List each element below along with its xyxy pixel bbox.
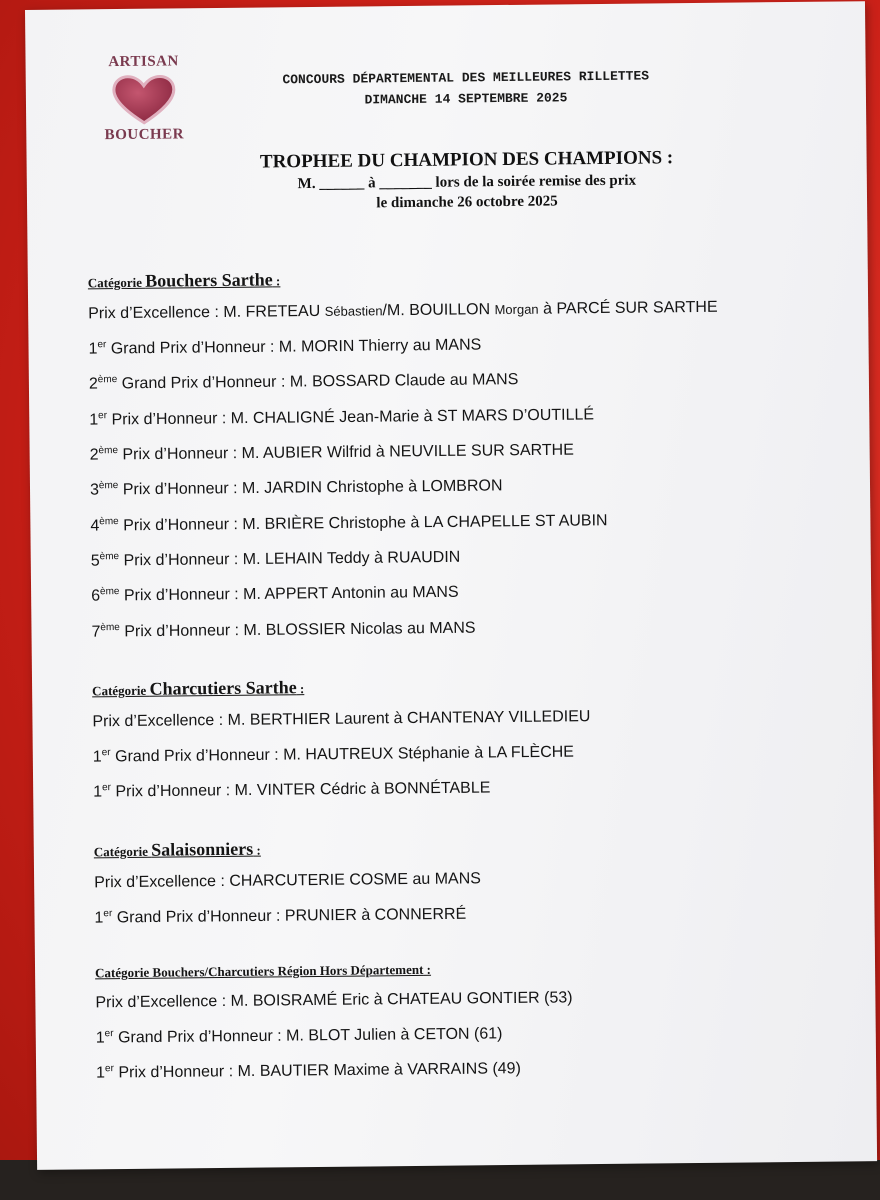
rank-suffix: ème [99,551,120,563]
award-text: Grand Prix d’Honneur : [106,338,279,358]
rank-suffix: er [104,1028,114,1040]
award-text: M. BLOSSIER Nicolas au MANS [243,619,476,639]
category-heading [95,957,855,981]
category-name: Salaisonniers [151,838,254,860]
award-text: 2 [88,375,98,394]
award-text: M. VINTER Cédric à BONNÉTABLE [234,779,491,800]
award-text: 3 [89,481,100,499]
results-list [88,263,857,1121]
award-text: 5 [90,552,100,570]
award-text: M. MORIN Thierry au MANS [278,336,482,356]
award-text: M. BAUTIER Maxime à VARRAINS (49) [237,1060,521,1081]
category-name: Charcutiers Sarthe [149,677,297,699]
contest-date: DIMANCHE 14 SEPTEMBRE 2025 [364,90,568,108]
award-text: M. BOSSARD Claude au MANS [289,371,519,391]
trophy-block [166,145,767,215]
category-section [95,957,856,1089]
award-text: Prix d’Excellence : [95,992,231,1012]
award-entry [94,890,854,933]
award-text: /M. BOUILLON [382,301,495,320]
award-text: 6 [91,587,101,605]
award-text: M. APPERT Antonin au MANS [243,584,459,604]
rank-suffix: er [102,782,112,794]
award-entry [96,1046,856,1089]
award-text: M. BLOT Julien à CETON (61) [286,1025,503,1045]
award-text: Prix d’Honneur : [117,445,242,464]
award-text: Prix d’Honneur : [119,551,243,570]
rank-suffix: er [101,747,111,759]
award-text: Prix d’Honneur : [110,782,235,801]
award-text: M. FRETEAU [223,302,325,321]
award-text: : [253,842,261,858]
award-text: PRUNIER à CONNERRÉ [284,905,467,925]
logo-bottom-word: BOUCHER [104,126,185,144]
rank-suffix: er [104,1063,114,1075]
award-text: : [423,961,432,977]
award-text: Prix d’Honneur : [118,480,243,499]
award-text: Catégorie [87,274,146,291]
award-text: 1 [89,411,99,429]
award-text: Prix d’Honneur : [119,586,244,605]
category-name: Bouchers/Charcutiers Région Hors Département [152,961,424,980]
award-text: Sébastien [324,303,383,319]
award-text: M. BRIÈRE Christophe à LA CHAPELLE ST AUBIN [242,511,608,533]
rank-suffix: ème [98,445,119,457]
award-text: : [272,273,281,289]
category-name: Bouchers Sarthe [145,269,273,291]
category-section [92,671,853,808]
category-heading [94,832,854,861]
category-section [88,263,852,647]
award-text: Prix d’Excellence : [92,711,228,731]
rank-suffix: ème [97,374,118,386]
award-entry [93,765,853,808]
award-text: Morgan [494,301,539,318]
trophy-line-2: le dimanche 26 octobre 2025 [376,193,558,212]
award-text: M. AUBIER Wilfrid à NEUVILLE SUR SARTHE [241,441,574,463]
category-heading [92,671,852,700]
award-text: à PARCÉ SUR SARTHE [538,298,718,318]
award-text: 1 [96,1064,106,1082]
award-text: Catégorie [92,682,150,699]
award-text: Catégorie [93,843,152,859]
award-text: Prix d’Honneur : [113,1063,238,1082]
award-text: 1 [88,340,98,358]
heart-icon [109,72,180,125]
contest-title: CONCOURS DÉPARTEMENTAL DES MEILLEURES RILLETTES [282,68,650,88]
award-text: 1 [94,909,104,927]
contest-header [206,65,726,112]
rank-suffix: ème [99,586,120,598]
award-text: M. HAUTREUX Stéphanie à LA FLÈCHE [283,743,575,764]
award-text: M. LEHAIN Teddy à RUAUDIN [242,548,461,569]
rank-suffix: er [97,339,107,351]
document-page [25,1,877,1170]
award-text: CHARCUTERIE COSME au MANS [229,869,481,890]
artisan-boucher-logo [93,53,194,144]
award-text: M. BOISRAMÉ Eric à CHATEAU GONTIER (53) [230,989,573,1010]
rank-suffix: ème [98,480,119,492]
award-text: M. JARDIN Christophe à LOMBRON [241,477,503,498]
award-text: Prix d’Honneur : [107,409,231,429]
award-text: Grand Prix d’Honneur : [113,1027,287,1047]
award-text: 1 [95,1029,105,1047]
award-text: Prix d’Honneur : [119,621,244,640]
award-text: M. CHALIGNÉ Jean-Marie à ST MARS D’OUTILLÉ [230,406,595,427]
award-text: 1 [92,748,102,766]
logo-top-word: ARTISAN [108,53,179,71]
award-text: Prix d’Excellence : [88,303,224,323]
rank-suffix: er [103,907,113,919]
award-text: Prix d’Honneur : [118,515,243,535]
award-text: Grand Prix d’Honneur : [117,373,290,393]
rank-suffix: ème [99,515,119,527]
award-text: Grand Prix d’Honneur : [110,746,284,766]
award-text: 7 [91,623,101,641]
award-text: 4 [90,517,100,535]
category-heading [88,263,848,292]
award-text: Catégorie [95,964,153,981]
trophy-line-1: M. ______ à _______ lors de la soirée remise des prix [297,172,637,193]
rank-suffix: er [98,409,108,421]
award-text: 2 [89,446,99,464]
award-entry [91,604,851,647]
award-text: Grand Prix d’Honneur : [112,907,285,927]
award-text: 1 [93,783,103,801]
award-text: M. BERTHIER Laurent à CHANTENAY VILLEDIEU [227,708,591,729]
award-text: Prix d’Excellence : [94,872,230,891]
category-section [94,832,855,933]
rank-suffix: ème [100,621,120,633]
trophy-title: TROPHEE DU CHAMPION DES CHAMPIONS : [259,147,674,173]
award-text: : [296,681,305,697]
